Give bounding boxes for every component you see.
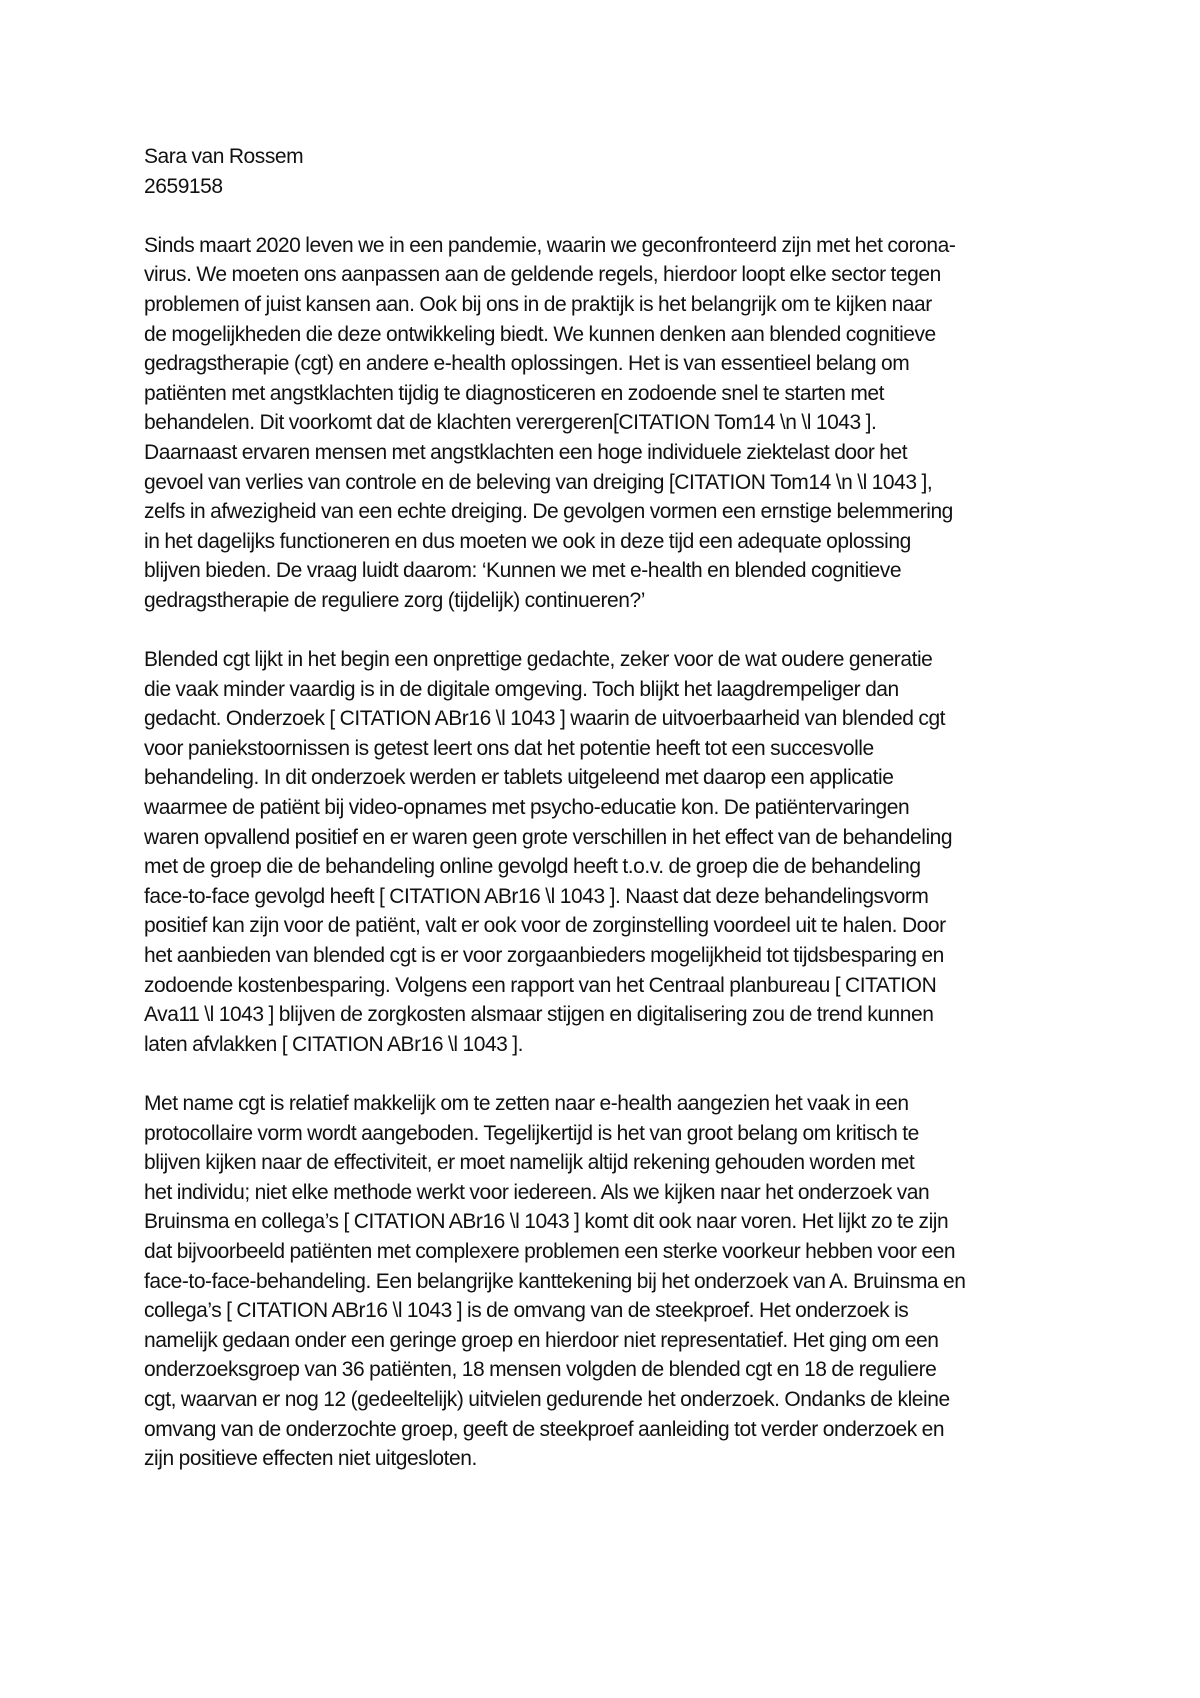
paragraph-line: in het dagelijks functioneren en dus moeten we ook in deze tijd een adequate oplossing (144, 529, 911, 553)
author-name: Sara van Rossem (144, 145, 304, 168)
paragraph-line: zelfs in afwezigheid van een echte dreiging. De gevolgen vormen een ernstige belemmering (144, 500, 953, 524)
paragraph-line: die vaak minder vaardig is in de digitale omgeving. Toch blijkt het laagdrempeliger dan (144, 677, 899, 701)
paragraph-line: problemen of juist kansen aan. Ook bij ons in de praktijk is het belangrijk om te kijken naar (144, 292, 932, 316)
paragraph (144, 645, 1066, 1059)
paragraph-line: het aanbieden van blended cgt is er voor zorgaanbieders mogelijkheid tot tijdsbesparing en (144, 944, 944, 968)
paragraph-line: het individu; niet elke methode werkt voor iedereen. Als we kijken naar het onderzoek van (144, 1180, 930, 1204)
paragraph-line: Met name cgt is relatief makkelijk om te zetten naar e-health aangezien het vaak in een (144, 1092, 909, 1115)
paragraph-line: zijn positieve effecten niet uitgesloten. (144, 1447, 477, 1471)
paragraph-line: behandelen. Dit voorkomt dat de klachten verergeren[CITATION Tom14 \n \l 1043 ]. (144, 411, 877, 435)
paragraph-line: gevoel van verlies van controle en de beleving van dreiging [CITATION Tom14 \n \l 1043 ], (144, 470, 933, 494)
paragraph-line: Daarnaast ervaren mensen met angstklachten een hoge individuele ziektelast door het (144, 440, 908, 464)
paragraph-line: patiënten met angstklachten tijdig te diagnosticeren en zodoende snel te starten met (144, 381, 885, 405)
paragraph-line: laten afvlakken [ CITATION ABr16 \l 1043 ]. (144, 1032, 524, 1056)
paragraph-line: de mogelijkheden die deze ontwikkeling biedt. We kunnen denken aan blended cognitieve (144, 322, 936, 346)
paragraph-line: namelijk gedaan onder een geringe groep en hierdoor niet representatief. Het ging om een (144, 1328, 939, 1352)
paragraph-line: waarmee de patiënt bij video-opnames met psycho-educatie kon. De patiëntervaringen (144, 796, 910, 820)
paragraph-line: protocollaire vorm wordt aangeboden. Tegelijkertijd is het van groot belang om kritisch te (144, 1121, 919, 1145)
author-block (144, 142, 1066, 201)
paragraph-line: gedacht. Onderzoek [ CITATION ABr16 \l 1043 ] waarin de uitvoerbaarheid van blended cgt (144, 707, 946, 731)
paragraph-line: virus. We moeten ons aanpassen aan de geldende regels, hierdoor loopt elke sector tegen (144, 263, 941, 287)
paragraph-line: blijven bieden. De vraag luidt daarom: ‘Kunnen we met e-health en blended cognitieve (144, 559, 902, 583)
paragraph-line: onderzoeksgroep van 36 patiënten, 18 mensen volgden de blended cgt en 18 de reguliere (144, 1358, 937, 1382)
paragraph-line: met de groep die de behandeling online gevolgd heeft t.o.v. de groep die de behandeling (144, 855, 921, 879)
paragraph (144, 231, 1066, 616)
paragraph-line: Ava11 \l 1043 ] blijven de zorgkosten alsmaar stijgen en digitalisering zou de trend kunnen (144, 1003, 934, 1027)
paragraph-line: blijven kijken naar de effectiviteit, er moet namelijk altijd rekening gehouden worden met (144, 1151, 915, 1175)
paragraph-line: gedragstherapie de reguliere zorg (tijdelijk) continueren?’ (144, 588, 645, 612)
paragraph-line: Sinds maart 2020 leven we in een pandemie, waarin we geconfronteerd zijn met het corona- (144, 233, 956, 257)
paragraph-line: gedragstherapie (cgt) en andere e-health oplossingen. Het is van essentieel belang om (144, 352, 910, 376)
paragraph-list (144, 231, 1066, 1474)
paragraph-line: voor paniekstoornissen is getest leert ons dat het potentie heeft tot een succesvolle (144, 736, 874, 760)
paragraph-line: cgt, waarvan er nog 12 (gedeeltelijk) uitvielen gedurende het onderzoek. Ondanks de kleine (144, 1387, 950, 1411)
paragraph-line: Blended cgt lijkt in het begin een onprettige gedachte, zeker voor de wat oudere generatie (144, 648, 933, 672)
paragraph-line: omvang van de onderzochte groep, geeft de steekproef aanleiding tot verder onderzoek en (144, 1417, 945, 1441)
paragraph-line: dat bijvoorbeeld patiënten met complexere problemen een sterke voorkeur hebben voor een (144, 1239, 956, 1263)
document-body (144, 142, 1066, 1503)
student-number: 2659158 (144, 174, 223, 198)
paragraph-line: face-to-face-behandeling. Een belangrijke kanttekening bij het onderzoek van A. Bruinsma en (144, 1269, 966, 1293)
paragraph-line: positief kan zijn voor de patiënt, valt er ook voor de zorginstelling voordeel uit te halen. Door (144, 914, 946, 938)
paragraph-line: face-to-face gevolgd heeft [ CITATION ABr16 \l 1043 ]. Naast dat deze behandelingsvorm (144, 884, 929, 908)
paragraph-line: Bruinsma en collega’s [ CITATION ABr16 \l 1043 ] komt dit ook naar voren. Het lijkt zo te zijn (144, 1210, 949, 1234)
paragraph-line: zodoende kostenbesparing. Volgens een rapport van het Centraal planbureau [ CITATION (144, 973, 937, 997)
paragraph-line: behandeling. In dit onderzoek werden er tablets uitgeleend met daarop een applicatie (144, 766, 894, 790)
paragraph-line: waren opvallend positief en er waren geen grote verschillen in het effect van de behandeling (144, 825, 953, 849)
paragraph (144, 1089, 1066, 1474)
paragraph-line: collega’s [ CITATION ABr16 \l 1043 ] is de omvang van de steekproef. Het onderzoek is (144, 1299, 909, 1323)
